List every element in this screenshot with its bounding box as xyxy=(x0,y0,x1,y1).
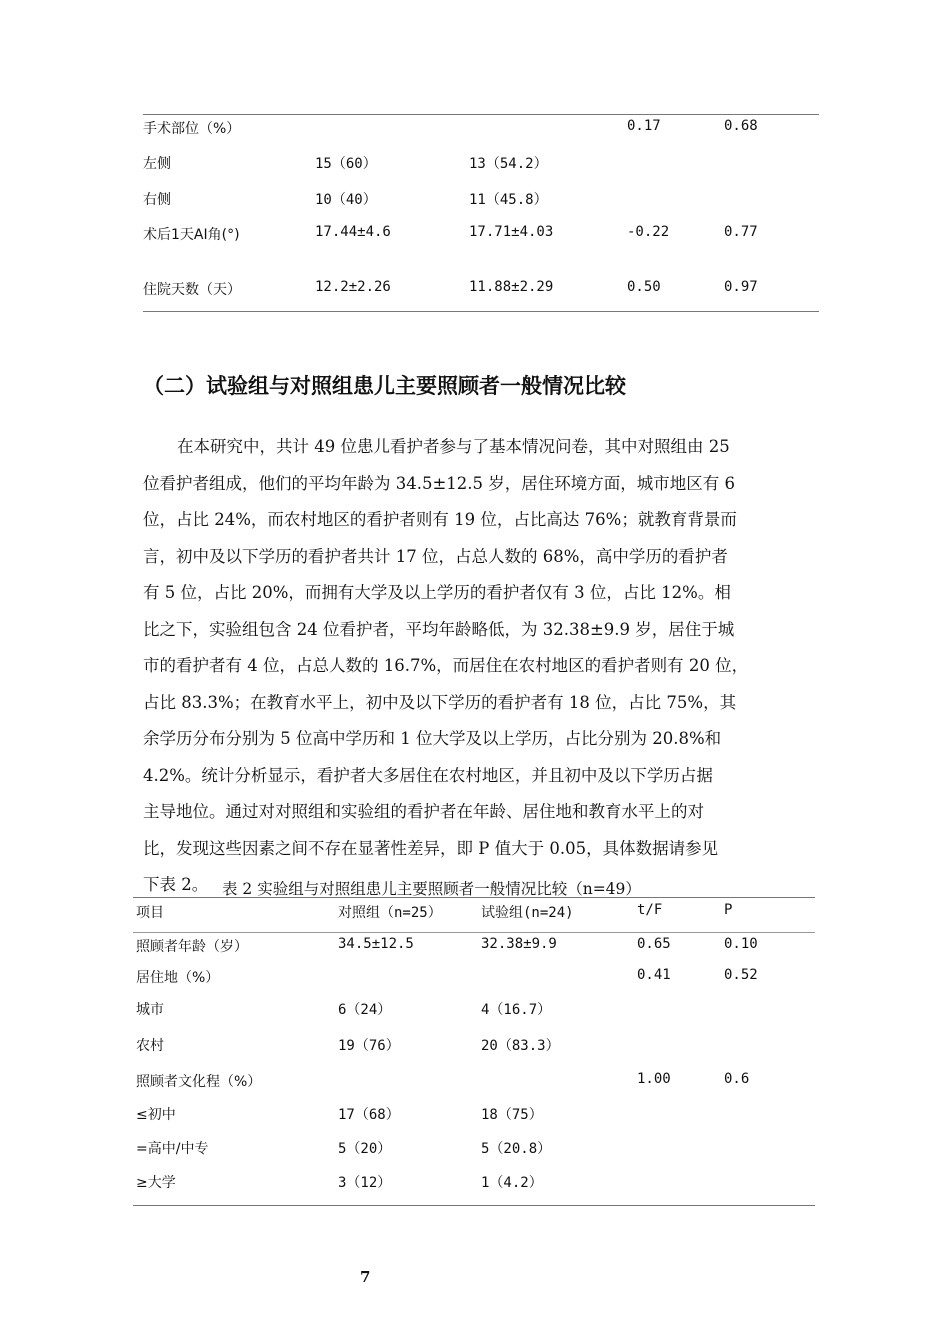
table-cell: 12.2±2.26 xyxy=(315,279,391,295)
table-cell: 19（76） xyxy=(338,1038,400,1054)
table-cell: 0.41 xyxy=(637,967,671,983)
table-cell: 左侧 xyxy=(143,156,171,172)
table-row xyxy=(143,153,819,189)
table-cell: 0.10 xyxy=(724,936,758,952)
table-cell: 11.88±2.29 xyxy=(469,279,554,295)
table-header-cell: P xyxy=(724,902,733,918)
table-cell: 5（20） xyxy=(338,1141,392,1157)
table-cell: 0.65 xyxy=(637,936,671,952)
table-header-cell: 对照组（n=25） xyxy=(338,905,442,921)
table-cell: 17（68） xyxy=(338,1107,400,1123)
paragraph-line: 下表 2。 xyxy=(143,875,209,894)
page-number: 7 xyxy=(360,1268,371,1286)
header-divider xyxy=(133,932,815,933)
paragraph-line: 位，占比 24%，而农村地区的看护者则有 19 位，占比高达 76%；就教育背景而 xyxy=(143,510,737,529)
table-cell: 住院天数（天） xyxy=(143,282,241,298)
paragraph-line: 在本研究中，共计 49 位患儿看护者参与了基本情况问卷，其中对照组由 25 xyxy=(177,437,730,456)
table-cell: 17.71±4.03 xyxy=(469,224,554,240)
table-cell: 城市 xyxy=(136,1002,164,1018)
table-cell: 32.38±9.9 xyxy=(481,936,557,952)
table-header-cell: 项目 xyxy=(136,905,164,921)
table-cell: 0.77 xyxy=(724,224,758,240)
table-cell: ≤初中 xyxy=(136,1107,176,1123)
paragraph-line: 比，发现这些因素之间不存在显著性差异，即 P 值大于 0.05，具体数据请参见 xyxy=(143,838,719,858)
table-cell: 4（16.7） xyxy=(481,1002,552,1018)
table-header-cell: t/F xyxy=(637,902,663,918)
paragraph-line: 有 5 位，占比 20%，而拥有大学及以上学历的看护者仅有 3 位，占比 12%。相 xyxy=(143,583,731,602)
table-row xyxy=(143,224,819,279)
table-cell: 右侧 xyxy=(143,192,171,208)
table-cell: 居住地（%） xyxy=(136,970,220,986)
table-cell: 0.68 xyxy=(724,118,758,134)
table-cell: 34.5±12.5 xyxy=(338,936,414,952)
table-cell: 1.00 xyxy=(637,1071,671,1087)
table-row xyxy=(143,189,819,224)
table-cell: 18（75） xyxy=(481,1107,543,1123)
paragraph-line: 言，初中及以下学历的看护者共计 17 位，占总人数的 68%，高中学历的看护者 xyxy=(143,546,728,566)
table-cell: 0.97 xyxy=(724,279,758,295)
table-header-cell: 试验组(n=24) xyxy=(481,905,574,921)
paragraph-line: 余学历分布分别为 5 位高中学历和 1 位大学及以上学历，占比分别为 20.8%和 xyxy=(143,729,722,748)
table-row xyxy=(143,279,819,311)
table-cell: 5（20.8） xyxy=(481,1141,552,1157)
table-cell: 手术部位（%） xyxy=(143,121,241,137)
table-cell: 10（40） xyxy=(315,192,377,208)
table-row xyxy=(143,118,819,153)
section-heading: （二）试验组与对照组患儿主要照顾者一般情况比较 xyxy=(143,374,626,398)
table-cell: ≥大学 xyxy=(136,1175,176,1191)
table-cell: 照顾者年龄（岁） xyxy=(136,939,248,955)
table-cell: 15（60） xyxy=(315,156,377,172)
table-2-caption: 表 2 实验组与对照组患儿主要照顾者一般情况比较（n=49） xyxy=(222,880,641,898)
paragraph-line: 比之下，实验组包含 24 位看护者，平均年龄略低，为 32.38±9.9 岁，居住于城 xyxy=(143,619,735,639)
table-cell: 3（12） xyxy=(338,1175,392,1191)
table-cell: -0.22 xyxy=(627,224,670,240)
paragraph-line: 占比 83.3%；在教育水平上，初中及以下学历的看护者有 18 位，占比 75%，其 xyxy=(143,692,737,712)
table-cell: 0.17 xyxy=(627,118,661,134)
table-cell: 农村 xyxy=(136,1038,164,1054)
table-cell: 17.44±4.6 xyxy=(315,224,391,240)
body-paragraph xyxy=(143,429,819,904)
table-cell: =高中/中专 xyxy=(136,1141,209,1157)
table-cell: 0.52 xyxy=(724,967,758,983)
table-cell: 6（24） xyxy=(338,1002,392,1018)
table-cell: 1（4.2） xyxy=(481,1175,543,1191)
table-1-continuation xyxy=(143,114,819,312)
paragraph-line: 4.2%。统计分析显示，看护者大多居住在农村地区，并且初中及以下学历占据 xyxy=(143,765,713,785)
table-cell: 13（54.2） xyxy=(469,156,548,172)
table-cell: 照顾者文化程（%） xyxy=(136,1074,262,1090)
table-cell: 术后1天AI角(°) xyxy=(143,227,240,243)
paragraph-line: 位看护者组成，他们的平均年龄为 34.5±12.5 岁，居住环境方面，城市地区有 6 xyxy=(143,473,736,493)
table-cell: 20（83.3） xyxy=(481,1038,560,1054)
table-cell: 11（45.8） xyxy=(469,192,548,208)
table-cell: 0.50 xyxy=(627,279,661,295)
paragraph-line: 主导地位。通过对对照组和实验组的看护者在年龄、居住地和教育水平上的对 xyxy=(143,802,704,821)
table-2 xyxy=(133,897,815,1206)
table-cell: 0.6 xyxy=(724,1071,750,1087)
paragraph-line: 市的看护者有 4 位，占总人数的 16.7%，而居住在农村地区的看护者则有 20 位， xyxy=(143,656,749,675)
